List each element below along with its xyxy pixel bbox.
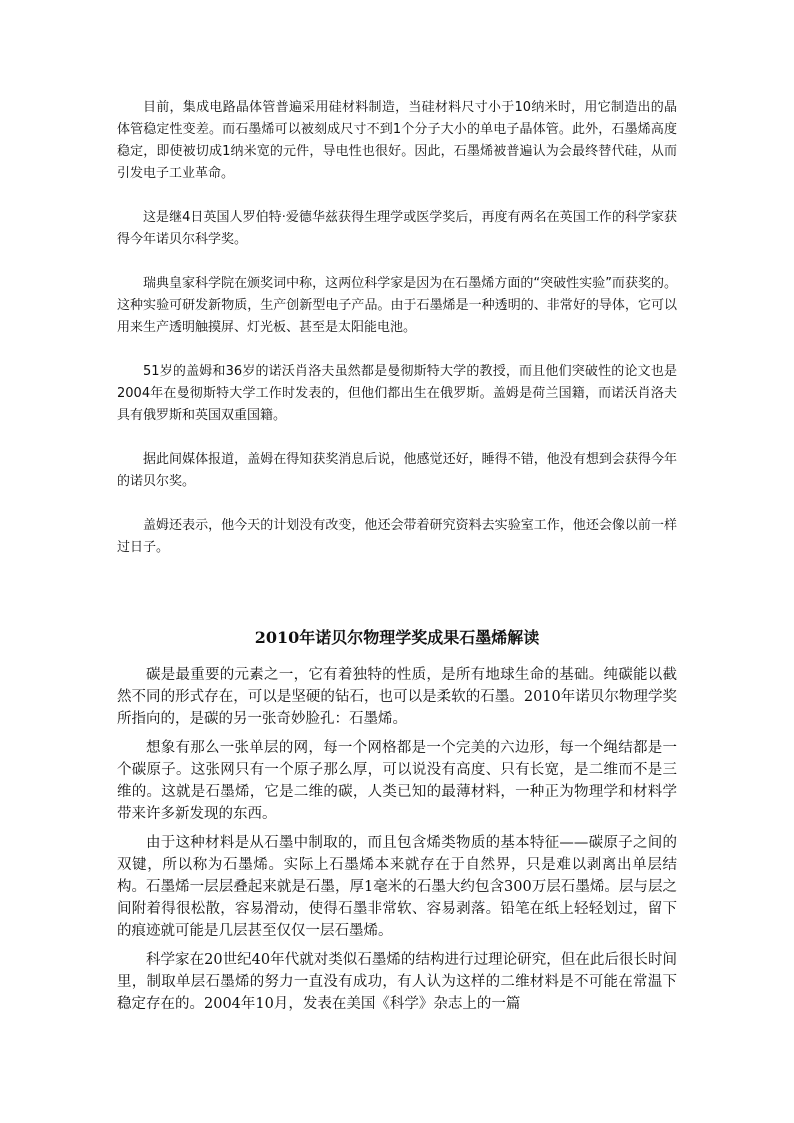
paragraph-net-analogy: 想象有那么一张单层的网，每一个网格都是一个完美的六边形，每一个绳结都是一个碳原子。这张网只有一个原子那么厚，可以说没有高度、只有长宽，是二维而不是三维的。这就是石墨烯，它是二维的碳，人类已知的最薄材料，一种正为物理学和材料学带来许多新发现的东西。 [117, 740, 677, 822]
paragraph-award-context: 这是继4日英国人罗伯特·爱德华兹获得生理学或医学奖后，再度有两名在英国工作的科学家获得今年诺贝尔科学奖。 [117, 210, 677, 247]
article-body [117, 664, 677, 1022]
paragraph-plans: 盖姆还表示，他今天的计划没有改变，他还会带着研究资料去实验室工作，他还会像以前一样过日子。 [117, 518, 677, 555]
paragraph-history: 科学家在20世纪40年代就对类似石墨烯的结构进行过理论研究，但在此后很长时间里，制取单层石墨烯的努力一直没有成功，有人认为这样的二维材料是不可能在常温下稳定存在的。2004年10月，发表在美国《科学》杂志上的一篇 [117, 952, 677, 1012]
article-title: 2010年诺贝尔物理学奖成果石墨烯解读 [254, 628, 540, 647]
paragraph-transistor: 目前，集成电路晶体管普遍采用硅材料制造，当硅材料尺寸小于10纳米时，用它制造出的晶体管稳定性变差。而石墨烯可以被刻成尺寸不到1个分子大小的单电子晶体管。此外，石墨烯高度稳定，即使被切成1纳米宽的元件，导电性也很好。因此，石墨烯被普遍认为会最终替代硅，从而引发电子工业革命。 [117, 100, 677, 181]
paragraph-academy-citation: 瑞典皇家科学院在颁奖词中称，这两位科学家是因为在石墨烯方面的“突破性实验”而获奖的。这种实验可研发新物质，生产创新型电子产品。由于石墨烯是一种透明的、非常好的导体，它可以用来生产透明触摸屏、灯光板、甚至是太阳能电池。 [117, 276, 677, 335]
paragraph-laureates: 51岁的盖姆和36岁的诺沃肖洛夫虽然都是曼彻斯特大学的教授，而且他们突破性的论文也是2004年在曼彻斯特大学工作时发表的，但他们都出生在俄罗斯。盖姆是荷兰国籍，而诺沃肖洛夫具有俄罗斯和英国双重国籍。 [117, 364, 677, 423]
paragraph-naming: 由于这种材料是从石墨中制取的，而且包含烯类物质的基本特征——碳原子之间的双键，所以称为石墨烯。实际上石墨烯本来就存在于自然界，只是难以剥离出单层结构。石墨烯一层层叠起来就是石墨，厚1毫米的石墨大约包含300万层石墨烯。层与层之间附着得很松散，容易滑动，使得石墨非常软、容易剥落。铅笔在纸上轻轻划过，留下的痕迹就可能是几层甚至仅仅一层石墨烯。 [117, 835, 677, 939]
paragraph-reaction: 据此间媒体报道，盖姆在得知获奖消息后说，他感觉还好，睡得不错，他没有想到会获得今年的诺贝尔奖。 [117, 452, 677, 489]
news-section [117, 97, 677, 581]
paragraph-carbon: 碳是最重要的元素之一，它有着独特的性质，是所有地球生命的基础。纯碳能以截然不同的形式存在，可以是坚硬的钻石，也可以是柔软的石墨。2010年诺贝尔物理学奖所指向的，是碳的另一张奇妙脸孔：石墨烯。 [117, 667, 677, 727]
